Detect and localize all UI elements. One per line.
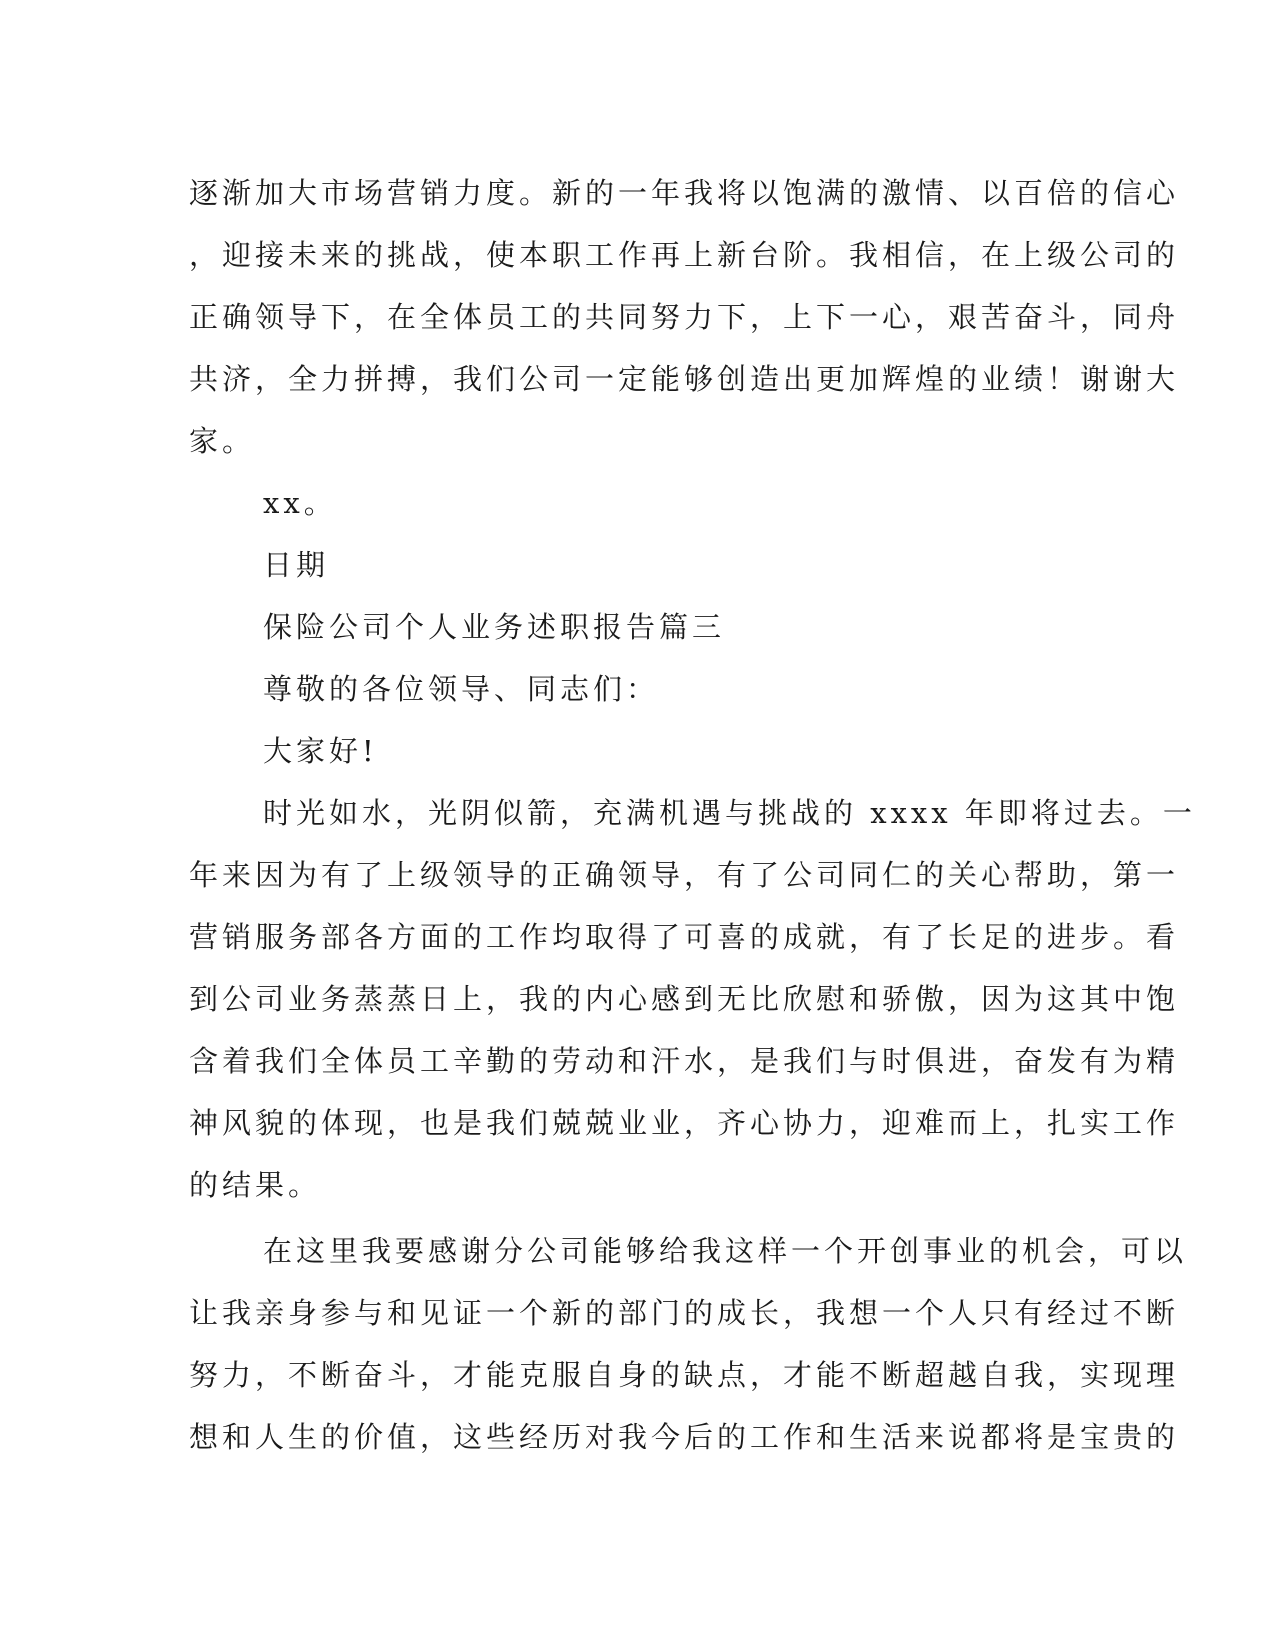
paragraph-line: 让我亲身参与和见证一个新的部门的成长，我想一个人只有经过不断: [189, 1296, 1180, 1330]
paragraph-line: 想和人生的价值，这些经历对我今后的工作和生活来说都将是宝贵的: [189, 1420, 1180, 1454]
paragraph-line: 逐渐加大市场营销力度。新的一年我将以饱满的激情、以百倍的信心: [189, 176, 1180, 210]
paragraph-line: 正确领导下，在全体员工的共同努力下，上下一心，艰苦奋斗，同舟: [189, 300, 1180, 334]
paragraph-line: 共济，全力拼搏，我们公司一定能够创造出更加辉煌的业绩！谢谢大: [189, 362, 1180, 396]
paragraph-line: 家。: [189, 424, 256, 458]
date-line: 日期: [263, 548, 330, 582]
paragraph-line: 到公司业务蒸蒸日上，我的内心感到无比欣慰和骄傲，因为这其中饱: [189, 982, 1180, 1016]
paragraph-line: 营销服务部各方面的工作均取得了可喜的成就，有了长足的进步。看: [189, 920, 1180, 954]
paragraph-line: 神风貌的体现，也是我们兢兢业业，齐心协力，迎难而上，扎实工作: [189, 1106, 1180, 1140]
paragraph-line: 年来因为有了上级领导的正确领导，有了公司同仁的关心帮助，第一: [189, 858, 1180, 892]
salutation: 尊敬的各位领导、同志们：: [263, 672, 660, 706]
section-title: 保险公司个人业务述职报告篇三: [263, 610, 726, 644]
paragraph-line: 努力，不断奋斗，才能克服自身的缺点，才能不断超越自我，实现理: [189, 1358, 1180, 1392]
paragraph-line: 时光如水，光阴似箭，充满机遇与挑战的 xxxx 年即将过去。一: [263, 796, 1196, 830]
document-body: [189, 162, 1196, 1468]
paragraph-line: ，迎接未来的挑战，使本职工作再上新台阶。我相信，在上级公司的: [189, 238, 1180, 272]
paragraph-line: 的结果。: [189, 1168, 322, 1202]
paragraph-line: 在这里我要感谢分公司能够给我这样一个开创事业的机会，可以: [263, 1234, 1188, 1268]
paragraph-line: 含着我们全体员工辛勤的劳动和汗水，是我们与时俱进，奋发有为精: [189, 1044, 1180, 1078]
signature-line: xx。: [263, 486, 337, 520]
greeting: 大家好!: [263, 734, 378, 768]
